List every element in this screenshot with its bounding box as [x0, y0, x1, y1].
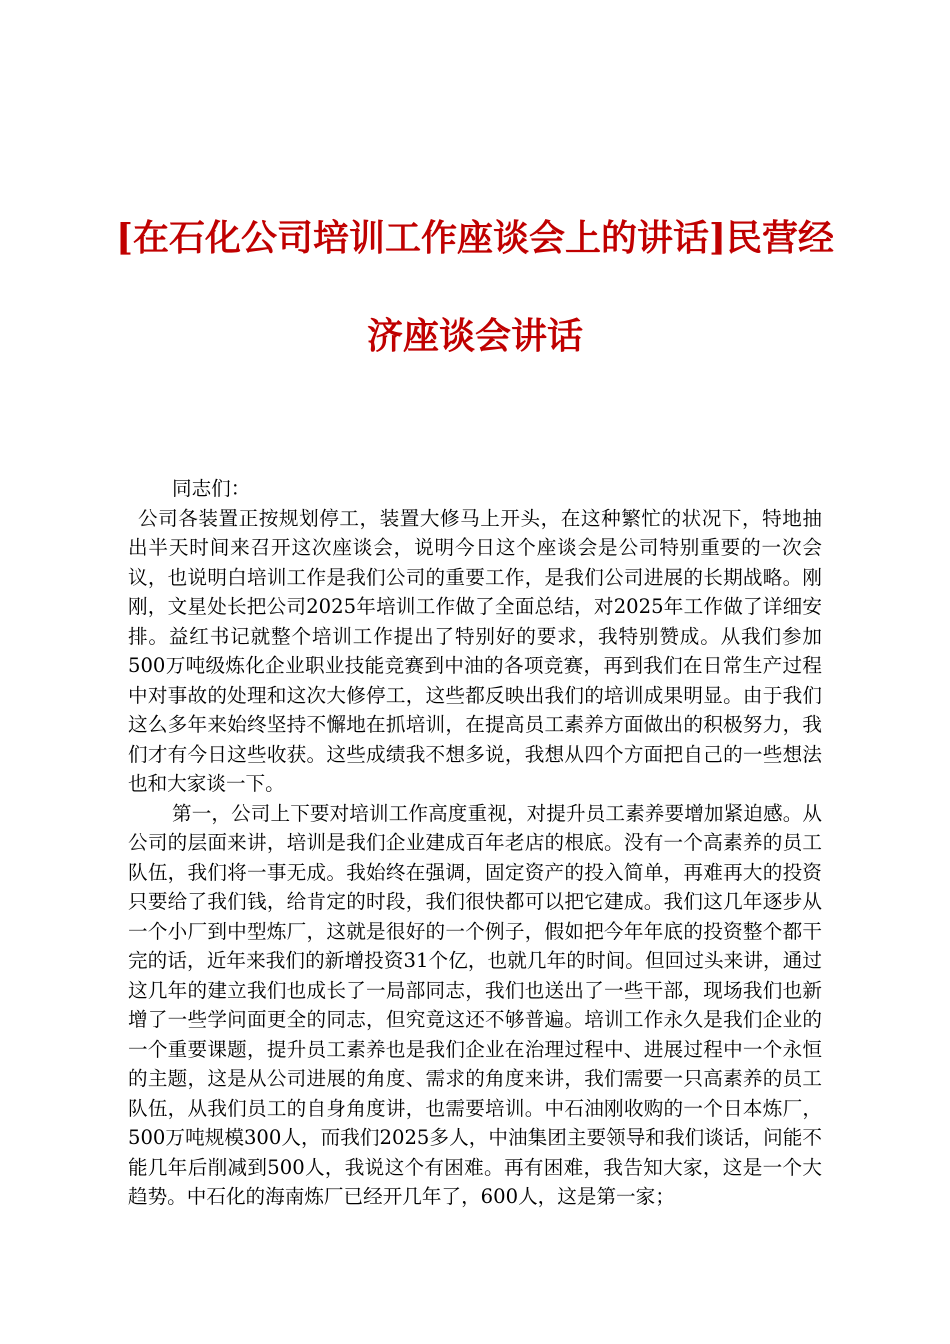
title-line-2: 济座谈会讲话 — [366, 315, 583, 358]
paragraph-2: 第一，公司上下要对培训工作高度重视，对提升员工素养要增加紧迫感。从公司的层面来讲，培训是我们企业建成百年老店的根底。没有一个高素养的员工队伍，我们将一事无成。我始终在强调，固定资产的投入简单，再难再大的投资只要给了我们钱，给肯定的时段，我们很快都可以把它建成。我们这几年逐步从一个小厂到中型炼厂，这就是很好的一个例子，假如把今年年底的投资整个都干完的话，近年来我们的新增投资31个亿，也就几年的时间。但回过头来讲，通过这几年的建立我们也成长了一局部同志，我们也送出了一些干部，现场我们也新增了一些学问面更全的同志，但究竟这还不够普遍。培训工作永久是我们企业的一个重要课题，提升员工素养也是我们企业在治理过程中、进展过程中一个永恒的主题，这是从公司进展的角度、需求的角度来讲，我们需要一只高素养的员工队伍，从我们员工的自身角度讲，也需要培训。中石油刚收购的一个日本炼厂，500万吨规模300人，而我们2025多人，中油集团主要领导和我们谈话，问能不能几年后削减到500人，我说这个有困难。再有困难，我告知大家，这是一个大趋势。中石化的海南炼厂已经开几年了，600人，这是第一家； — [128, 801, 822, 1208]
document-title — [60, 217, 890, 404]
greeting: 同志们： — [172, 477, 251, 500]
document-body — [128, 474, 822, 1212]
paragraph-1: 公司各装置正按规划停工，装置大修马上开头，在这种繁忙的状况下，特地抽出半天时间来召开这次座谈会，说明今日这个座谈会是公司特别重要的一次会议，也说明白培训工作是我们公司的重要工作，是我们公司进展的长期战略。刚刚，文星处长把公司2025年培训工作做了全面总结，对2025年工作做了详细安排。益红书记就整个培训工作提出了特别好的要求，我特别赞成。从我们参加500万吨级炼化企业职业技能竞赛到中油的各项竞赛，再到我们在日常生产过程中对事故的处理和这次大修停工，这些都反映出我们的培训成果明显。由于我们这么多年来始终坚持不懈地在抓培训，在提高员工素养方面做出的积极努力，我们才有今日这些收获。这些成绩我不想多说，我想从四个方面把自己的一些想法也和大家谈一下。 — [128, 506, 822, 795]
title-line-1: [在石化公司培训工作座谈会上的讲话]民营经 — [115, 217, 835, 260]
